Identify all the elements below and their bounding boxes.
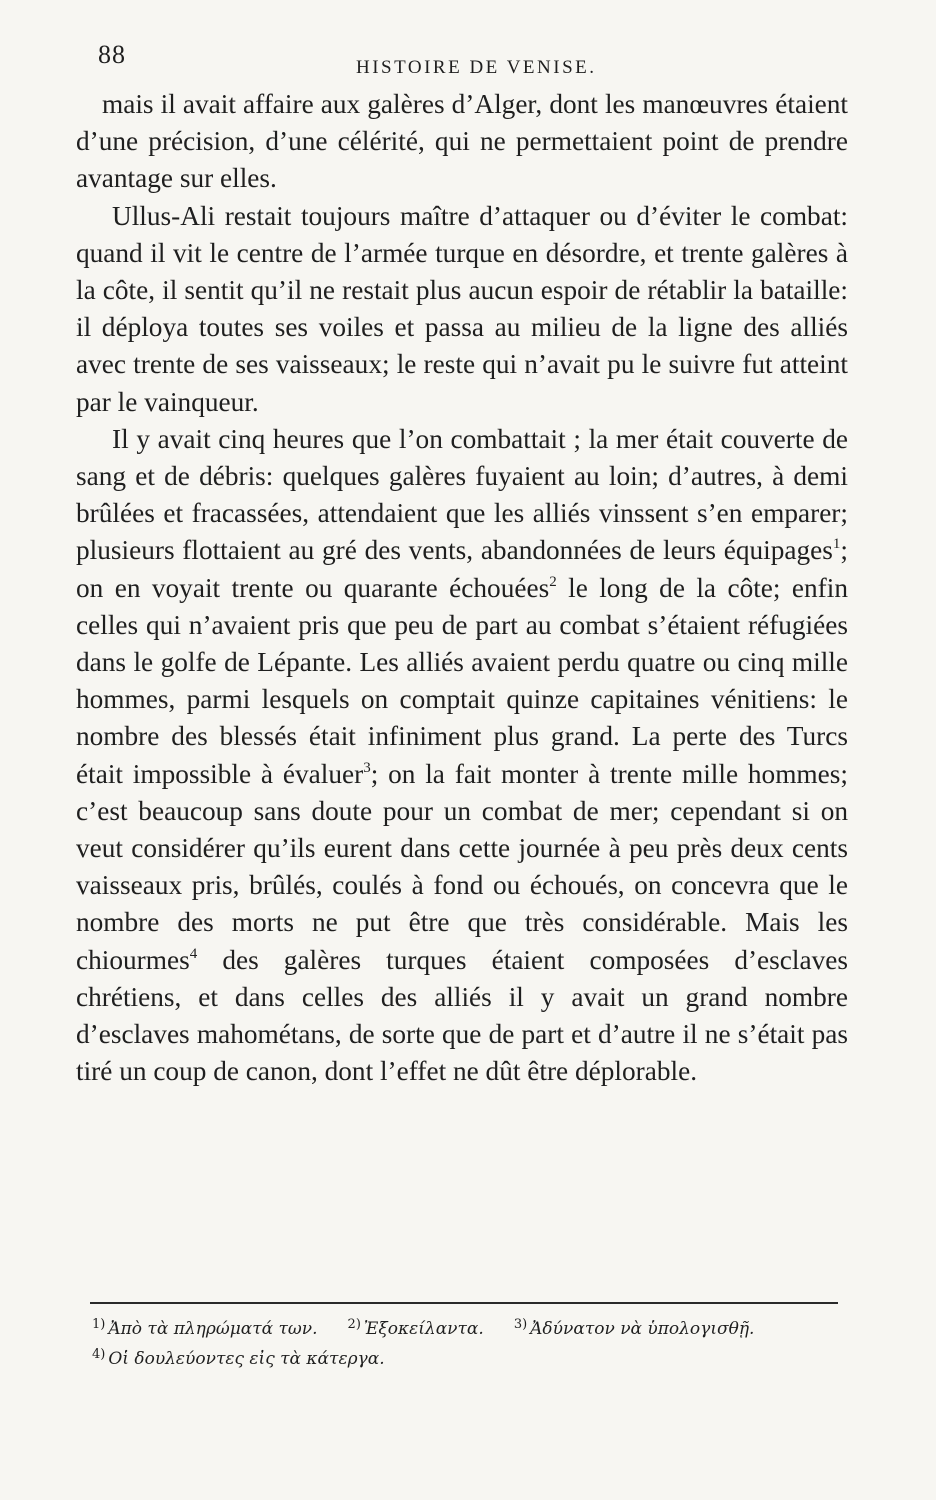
paragraph-1: mais il avait affaire aux galères d’Alger, dont les manœuvres étaient d’une précision, d’une célérité, qui ne permettaient point de prendre avantage sur elles. <box>76 89 848 194</box>
text-segment: ; on en voyait trente ou quarante échouées <box>76 535 848 603</box>
body-text <box>76 86 848 1090</box>
paragraph-3 <box>76 421 848 1091</box>
footnotes <box>92 1312 852 1372</box>
page-number: 88 <box>98 40 126 69</box>
footnote-ref-2: 2 <box>549 573 557 590</box>
footnote-ref-4: 4 <box>189 945 198 962</box>
footnote-text: Οἱ δουλεύοντες εἰς τὰ κάτεργα. <box>108 1349 385 1369</box>
text-segment: ; on la fait monter à trente mille hommes; c’est beaucoup sans doute pour un combat de mer; cependant si on veut considérer qu’ils eurent dans cette journée à peu près deux cents vaisseaux pris, brûlés, coulés à fond ou échoués, on concevra que le nombre des morts ne put être que très considérable. Mais les chiourmes <box>76 758 848 975</box>
footnote-mark: 3) <box>513 1317 528 1332</box>
text-segment: le long de la côte; enfin celles qui n’avaient pris que peu de part au combat s’étaient réfugiées dans le golfe de Lépante. Les alliés avaient perdu quatre ou cinq mille hommes, parmi lesquels on comptait quinze capitaines vénitiens: le nombre des blessés était infiniment plus grand. La perte des Turcs était impossible à évaluer <box>76 572 848 789</box>
footnote-mark: 4) <box>92 1347 106 1362</box>
footnote-text: Ἀδύνατον νὰ ὑπολογισθῇ. <box>530 1319 755 1339</box>
footnote-line-2 <box>92 1342 852 1372</box>
footnote-ref-3: 3 <box>363 759 371 776</box>
footnote-4 <box>92 1342 385 1372</box>
text-segment: Il y avait cinq heures que l’on combattait ; la mer était couverte de sang et de débris: quelques galères fuyaient au loin; d’autres, à demi brûlées et fracassées, attendaient que les alliés vinssent s’en emparer; plusieurs flottaient au gré des vents, abandonnées de leurs équipages <box>76 423 848 566</box>
paragraph-2: Ullus-Ali restait toujours maître d’attaquer ou d’éviter le combat: quand il vit le centre de l’armée turque en désordre, et trente galères à la côte, il sentit qu’il ne restait plus aucun espoir de rétablir la bataille: il déploya toutes ses voiles et passa au milieu de la ligne des alliés avec trente de ses vaisseaux; le reste qui n’avait pu le suivre fut atteint par le vainqueur. <box>76 200 848 417</box>
footnote-2 <box>348 1312 484 1342</box>
footnote-rule <box>90 1302 838 1304</box>
footnote-text: Ἐξοκείλαντα. <box>363 1319 484 1339</box>
footnote-ref-1: 1 <box>832 536 841 553</box>
footnote-text: Ἀπὸ τὰ πληρώματά των. <box>108 1319 318 1339</box>
footnote-line-1 <box>92 1312 852 1342</box>
running-head: HISTOIRE DE VENISE. <box>356 57 597 78</box>
footnote-mark: 1) <box>92 1317 106 1332</box>
text-segment: des galères turques étaient composées d’esclaves chrétiens, et dans celles des alliés il y avait un grand nombre d’esclaves mahométans, de sorte que de part et d’autre il ne s’était pas tiré un coup de canon, dont l’effet ne dût être déplorable. <box>76 944 848 1087</box>
footnote-1 <box>92 1312 318 1342</box>
footnote-mark: 2) <box>347 1317 361 1332</box>
footnote-3 <box>514 1312 755 1342</box>
